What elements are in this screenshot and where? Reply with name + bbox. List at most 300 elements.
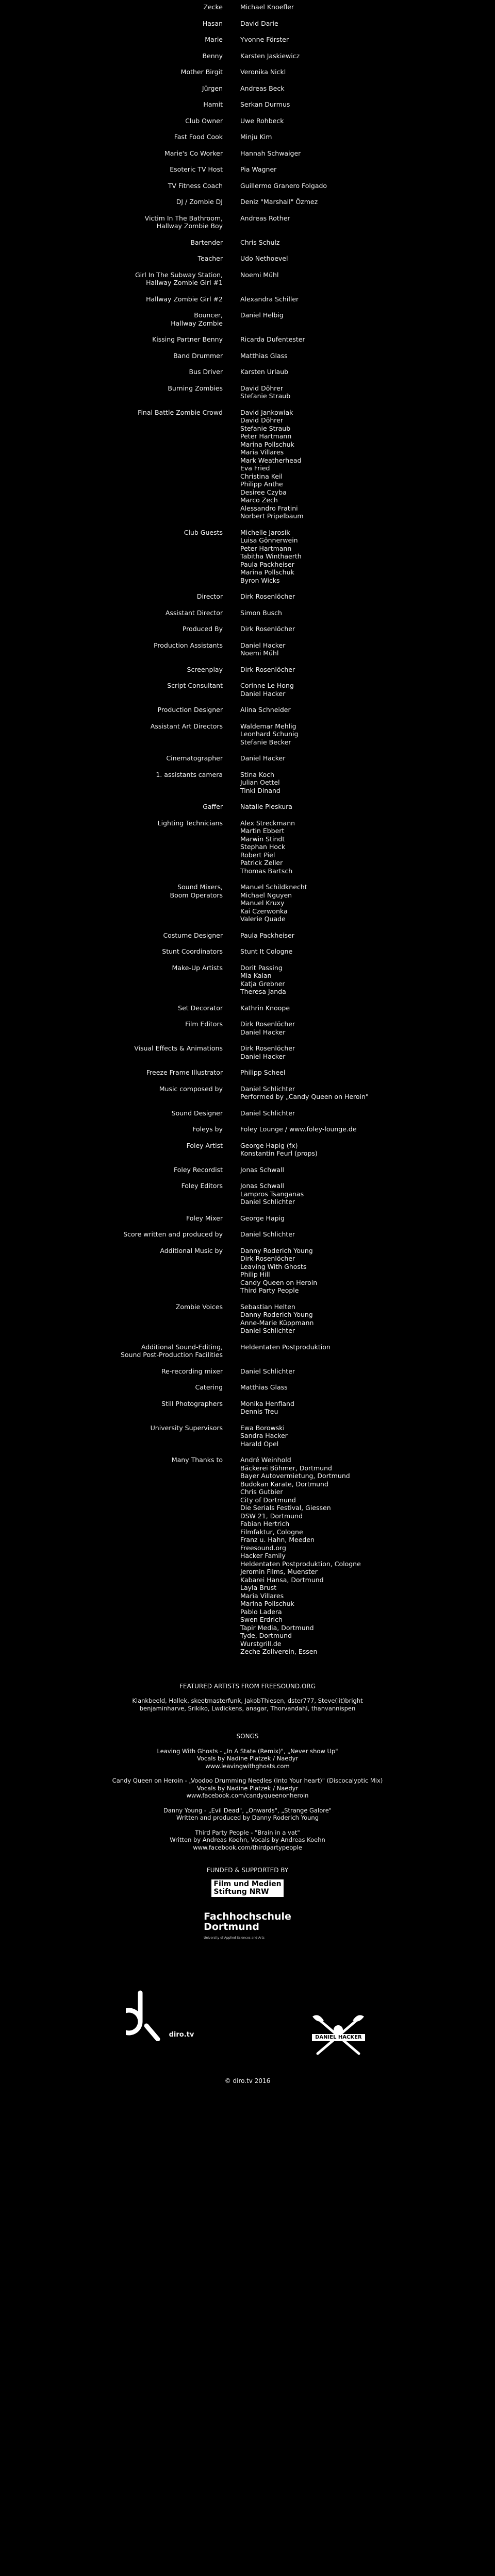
credit-role: Foley Recordist [173,1165,223,1174]
credit-name: Tinki Dinand [240,786,280,794]
credit-names [240,1044,477,1060]
credit-name: Jonas Schwall [240,1182,284,1190]
credit-names [240,1142,477,1158]
credit-role: Stunt Coordinators [162,947,223,955]
credit-name: Kathrin Knoope [240,1004,290,1012]
credit-role: Script Consultant [167,682,223,689]
credit-role: Sound Designer [171,1109,223,1117]
credit-row [0,771,495,795]
credit-name: Daniel Helbig [240,311,284,319]
daniel-hacker-badge [307,2012,369,2041]
credit-role: Jürgen [202,84,223,92]
songs-heading: SONGS [236,1733,259,1740]
credit-row [0,239,495,247]
credit-names [240,706,477,714]
credit-names [240,198,477,206]
credit-name: Stephan Hock [240,843,286,851]
credit-names [240,271,477,287]
credit-name: Kabarei Hansa, Dortmund [240,1575,324,1584]
credit-name: Michelle Jarosik [240,528,290,536]
credit-row [0,1044,495,1060]
credit-name: Marwin Stindt [240,835,285,843]
credit-role: Music composed by [159,1084,223,1093]
badge-banner: DANIEL HACKER [312,2034,365,2041]
credit-row [0,182,495,190]
credit-name: Maria Villares [240,448,284,456]
credit-name: Dirk Rosenlöcher [240,592,295,600]
credit-name: Veronika Nickl [240,68,286,76]
credit-names [240,3,477,11]
credit-names [240,368,477,376]
credit-name: Dirk Rosenlöcher [240,1020,295,1028]
credit-name: DSW 21, Dortmund [240,1512,303,1520]
song-entry [0,1748,495,1770]
credit-row [0,592,495,601]
credit-role: Set Decorator [178,1004,223,1012]
credit-role: Assistant Art Directors [150,722,223,730]
credit-name: Uwe Rohbeck [240,116,284,125]
credit-name: Heldentaten Postproduktion, Cologne [240,1560,361,1568]
credit-names [240,1125,477,1133]
logo-subline: University of Applied Sciences and Arts [204,1936,265,1940]
credit-row [0,706,495,714]
credit-name: Foley Lounge / www.foley-lounge.de [240,1125,357,1133]
credit-names [240,1383,477,1392]
credit-role: TV Fitness Coach [168,181,223,190]
credit-name: Stina Koch [240,770,274,778]
credit-role: Assistant Director [165,608,223,617]
credit-row [0,311,495,327]
credit-row [0,754,495,762]
credit-names [240,1004,477,1012]
credit-row [0,1367,495,1376]
credit-names [240,182,477,190]
credit-role: Zecke [203,3,223,11]
credit-name: Dirk Rosenlöcher [240,1255,295,1262]
credit-role: DJ / Zombie DJ [176,198,223,206]
credit-row [0,368,495,376]
credit-role: Bouncer, Hallway Zombie [171,311,223,327]
credit-name: Marina Pollschuk [240,568,294,576]
credit-name: Theresa Janda [240,988,286,995]
credit-row [0,609,495,617]
credit-name: Zeche Zollverein, Essen [240,1648,318,1655]
credit-name: Lampros Tsanganas [240,1190,304,1198]
credit-names [240,335,477,344]
credit-name: Layla Brust [240,1584,277,1591]
funding-section [0,1867,495,1943]
credit-names [240,1214,477,1223]
credit-name: Wurstgrill.de [240,1639,282,1648]
credit-row [0,52,495,60]
credit-row [0,1085,495,1101]
credit-name: Konstantin Feurl (props) [240,1149,318,1157]
credit-name: David Darie [240,19,278,27]
credit-name: Sebastian Helten [240,1302,295,1311]
freesound-line: Klankbeeld, Hallek, skeetmasterfunk, JakobThiesen, dster777, Steve(lit)bright [132,1697,363,1704]
credit-names [240,1247,477,1295]
credit-row [0,1069,495,1077]
credit-row [0,214,495,230]
credit-names [240,609,477,617]
credit-row [0,149,495,158]
credit-name: Deniz "Marshall" Özmez [240,198,318,206]
credit-name: Bayer Autovermietung, Dortmund [240,1472,350,1480]
credit-name: David Jankowiak [240,408,293,416]
credit-name: Franz u. Hahn, Meeden [240,1536,315,1544]
credit-row [0,1230,495,1239]
credit-role: Director [196,592,223,600]
credit-names [240,1400,477,1416]
credit-name: David Döhrer [240,384,283,392]
credit-name: Daniel Schlichter [240,1327,295,1334]
credit-role: Bartender [190,238,223,246]
credit-role: University Supervisors [150,1423,223,1432]
credit-name: Monika Henfland [240,1399,294,1408]
credit-names [240,1303,477,1335]
credit-name: Daniel Hacker [240,1028,286,1036]
credit-name: Daniel Hacker [240,1052,286,1060]
credit-names [240,592,477,601]
credit-name: Swen Erdrich [240,1616,283,1623]
credit-role: Production Designer [157,706,223,714]
credit-role: Freeze Frame Illustrator [146,1069,223,1076]
credit-role: Foleys by [192,1125,223,1133]
credit-name: Marco Zech [240,496,278,504]
credit-name: Dirk Rosenlöcher [240,665,295,673]
credit-name: Mark Weatherhead [240,456,302,464]
credit-name: Hannah Schwaiger [240,149,301,157]
credit-name: Daniel Schlichter [240,1109,295,1117]
credit-name: Dirk Rosenlöcher [240,1044,295,1052]
song-link: www.facebook.com/thirdpartypeople [193,1843,302,1851]
credit-name: Thomas Bartsch [240,867,293,875]
credit-names [240,1166,477,1174]
credit-names [240,947,477,956]
credit-row [0,1182,495,1206]
credit-role: Bus Driver [189,368,223,376]
credit-role: Make-Up Artists [172,963,223,972]
credit-row [0,384,495,400]
credit-name: Waldemar Mehlig [240,722,296,730]
credit-names [240,20,477,28]
credit-role: Girl In The Subway Station, Hallway Zombie Girl #1 [135,270,223,286]
credit-role: Re-recording mixer [161,1367,223,1375]
credit-name: Hacker Family [240,1552,286,1560]
credit-row [0,682,495,698]
credit-role: 1. assistants camera [156,770,223,778]
credit-name: Tyde, Dortmund [240,1632,292,1639]
credit-names [240,149,477,158]
credit-role: Band Drummer [173,351,223,360]
credit-row [0,1142,495,1158]
credit-name: Peter Hartmann [240,544,292,552]
song-entry [0,1777,495,1800]
copyright: © diro.tv 2016 [224,2077,271,2084]
credit-role: Film Editors [185,1020,223,1028]
song-title: Leaving With Ghosts - „In A State (Remix)", „Never show Up" [157,1747,338,1755]
credit-names [240,36,477,44]
credit-name: Simon Busch [240,608,282,617]
credit-name: Minju Kim [240,133,272,141]
credit-row [0,1303,495,1335]
bottom-logos [0,1990,495,2041]
credit-row [0,100,495,109]
credit-names [240,84,477,93]
credit-row [0,1424,495,1448]
credit-name: Karsten Urlaub [240,368,289,376]
credit-name: Harald Opel [240,1439,279,1448]
song-link: www.facebook.com/candyqueenonheroin [186,1792,309,1799]
credit-name: Tapir Media, Dortmund [240,1623,314,1632]
credit-name: Serkan Durmus [240,100,290,108]
credit-name: Noemi Mühl [240,649,279,657]
dirotv-mark-icon [126,1990,167,2041]
credit-name: Philipp Anthe [240,480,283,488]
fh-dortmund-logo [204,1911,291,1943]
credit-name: Katja Grebner [240,979,285,988]
credit-row [0,352,495,360]
credit-role: Additional Sound-Editing, Sound Post-Production Facilities [120,1343,223,1359]
song-credit: Written by Andreas Koehn, Vocals by Andreas Koehn [170,1836,325,1843]
credit-names [240,1182,477,1206]
credit-name: Freesound.org [240,1544,286,1552]
credit-row [0,1004,495,1012]
credit-name: Daniel Schlichter [240,1367,295,1375]
credit-row [0,255,495,263]
credit-names [240,165,477,174]
credit-role: Fast Food Cook [174,133,223,141]
credit-name: Ricarda Dufentester [240,335,305,343]
credit-names [240,52,477,60]
credit-name: Alina Schneider [240,706,291,714]
credit-names [240,352,477,360]
credit-names [240,214,477,230]
logo-line: Fachhochschule [204,1910,291,1922]
credit-name: Daniel Schlichter [240,1198,295,1206]
credit-name: Leonhard Schunig [240,730,299,738]
credit-names [240,529,477,585]
credit-role: Visual Effects & Animations [134,1044,223,1052]
credit-role: Hamit [203,100,223,108]
film-medien-stiftung-logo [211,1879,283,1897]
credit-role: Hasan [202,19,223,27]
credit-role: Additional Music by [160,1246,223,1255]
credit-name: Heldentaten Postproduktion [240,1343,331,1351]
credit-name: Tabitha Winthaerth [240,552,302,560]
credit-names [240,964,477,996]
credit-name: André Weinhold [240,1456,291,1464]
credit-name: Maria Villares [240,1591,284,1600]
credit-names [240,100,477,109]
credit-row [0,1456,495,1656]
credit-names [240,255,477,263]
credit-name: Jonas Schwall [240,1165,284,1174]
credit-name: Robert Piel [240,851,275,859]
credit-name: Candy Queen on Heroin [240,1278,318,1286]
credit-name: Valerie Quade [240,915,286,923]
credit-row [0,68,495,76]
credit-row [0,883,495,923]
credit-name: Stunt It Cologne [240,947,293,955]
song-title: Danny Young - „Evil Dead", „Onwards", „Strange Galore" [163,1806,332,1814]
credit-name: Peter Hartmann [240,432,292,440]
credit-role: Many Thanks to [171,1456,223,1464]
credit-names [240,641,477,657]
credit-names [240,771,477,795]
credit-name: Jeromin Films, Muenster [240,1568,318,1575]
credit-name: Performed by „Candy Queen on Heroin" [240,1093,369,1100]
credit-name: Mia Kalan [240,972,272,979]
credit-role: Catering [195,1383,223,1391]
credit-row [0,947,495,956]
credit-names [240,931,477,940]
credit-row [0,1020,495,1036]
credit-role: Screenplay [187,665,223,673]
credit-name: Bäckerei Böhmer, Dortmund [240,1464,332,1472]
credit-name: Julian Oettel [240,778,280,786]
credit-names [240,409,477,520]
credit-names [240,803,477,811]
credit-name: Dirk Rosenlöcher [240,625,295,633]
credit-name: Corinne Le Hong [240,682,294,689]
credit-role: Produced By [182,625,223,633]
logo-line: Film und Medien [213,1879,282,1888]
credit-name: Norbert Pripelbaum [240,512,304,520]
credit-name: Die Serials Festival, Giessen [240,1504,331,1512]
credit-row [0,964,495,996]
credit-row [0,722,495,747]
credit-row [0,819,495,875]
credit-names [240,1456,477,1656]
credit-row [0,1383,495,1392]
credit-role: Lighting Technicians [157,819,223,827]
credit-names [240,754,477,762]
credit-row [0,84,495,93]
credit-name: Luisa Gönnerwein [240,536,298,544]
credit-role: Mother Birgit [180,68,223,76]
song-entry [0,1829,495,1852]
credit-names [240,1343,477,1359]
credit-name: Karsten Jaskiewicz [240,52,300,60]
credit-name: Eva Fried [240,464,270,472]
credit-names [240,883,477,923]
credit-name: George Hapig [240,1214,285,1222]
credit-name: Anne-Marie Küppmann [240,1318,314,1327]
credit-names [240,68,477,76]
credit-name: Fabian Hertrich [240,1520,290,1528]
credit-name: Filmfaktur, Cologne [240,1528,303,1536]
credit-role: Gaffer [203,803,223,810]
credit-name: Noemi Mühl [240,270,279,279]
credit-name: Manuel Schildknecht [240,883,307,891]
credit-names [240,1230,477,1239]
credit-name: Michael Knoefler [240,3,294,11]
credit-name: Daniel Schlichter [240,1084,295,1093]
credit-names [240,722,477,747]
credit-name: Martin Ebbert [240,827,285,835]
credit-names [240,1424,477,1448]
credit-names [240,295,477,303]
credit-names [240,625,477,633]
freesound-artists [0,1697,495,1712]
credit-row [0,931,495,940]
credit-name: Daniel Hacker [240,689,286,698]
credit-name: Kai Czerwonka [240,907,288,915]
credit-row [0,1400,495,1416]
credit-name: Daniel Hacker [240,641,286,649]
credit-role: Production Assistants [154,641,223,649]
credit-name: Marina Pollschuk [240,1600,294,1607]
credit-name: Patrick Zeller [240,859,283,867]
credit-role: Still Photographers [161,1399,223,1408]
credit-name: Andreas Rother [240,214,290,222]
credit-role: Foley Artist [186,1141,223,1149]
credit-name: City of Dortmund [240,1496,296,1504]
credit-name: Chris Gutbier [240,1488,283,1496]
credit-names [240,384,477,400]
credit-name: Yvonne Förster [240,36,289,43]
credit-name: Danny Roderich Young [240,1311,313,1318]
freesound-line: benjaminharve, Srikiko, Lwdickens, anagar, Thorvandahl, thanvannispen [139,1704,356,1712]
credit-name: Paula Packheiser [240,560,294,568]
credit-role: Benny [202,52,223,60]
song-credit: Vocals by Nadine Platzek / Naedyr [196,1755,299,1762]
credit-names [240,239,477,247]
credit-names [240,1020,477,1036]
credit-role: Sound Mixers, Boom Operators [170,883,223,899]
credit-row [0,1109,495,1117]
credit-role: Teacher [197,255,223,262]
credit-names [240,666,477,674]
credit-name: Daniel Hacker [240,754,286,762]
credit-names [240,819,477,875]
credit-row [0,271,495,287]
song-link: www.leavingwithghosts.com [205,1762,290,1770]
credit-name: George Hapig (fx) [240,1141,298,1149]
credit-role: Final Battle Zombie Crowd [138,408,223,416]
song-entry [0,1807,495,1822]
credit-name: Sandra Hacker [240,1432,288,1439]
credit-row [0,3,495,11]
credit-names [240,133,477,141]
credit-name: Leaving With Ghosts [240,1262,307,1270]
credit-role: Hallway Zombie Girl #2 [146,295,223,303]
credit-row [0,641,495,657]
credit-names [240,1085,477,1101]
credit-name: Daniel Schlichter [240,1230,295,1238]
credit-name: Natalie Pleskura [240,803,292,810]
credit-row [0,117,495,125]
credit-row [0,295,495,303]
credit-row [0,20,495,28]
credit-names [240,682,477,698]
credit-name: Pia Wagner [240,165,277,173]
credit-name: Stefanie Straub [240,424,291,432]
credit-name: Philipp Scheel [240,1069,286,1076]
credit-role: Esoteric TV Host [170,165,223,173]
credit-row [0,803,495,811]
credit-row [0,165,495,174]
credit-row [0,1343,495,1359]
credit-role: Cinematographer [166,754,223,762]
credit-name: Udo Nethoevel [240,255,288,262]
credit-row [0,36,495,44]
credit-name: Matthias Glass [240,351,288,360]
credit-name: Matthias Glass [240,1383,288,1391]
credit-name: Budokan Karate, Dortmund [240,1480,328,1488]
song-credit: Written and produced by Danny Roderich Young [176,1814,319,1821]
